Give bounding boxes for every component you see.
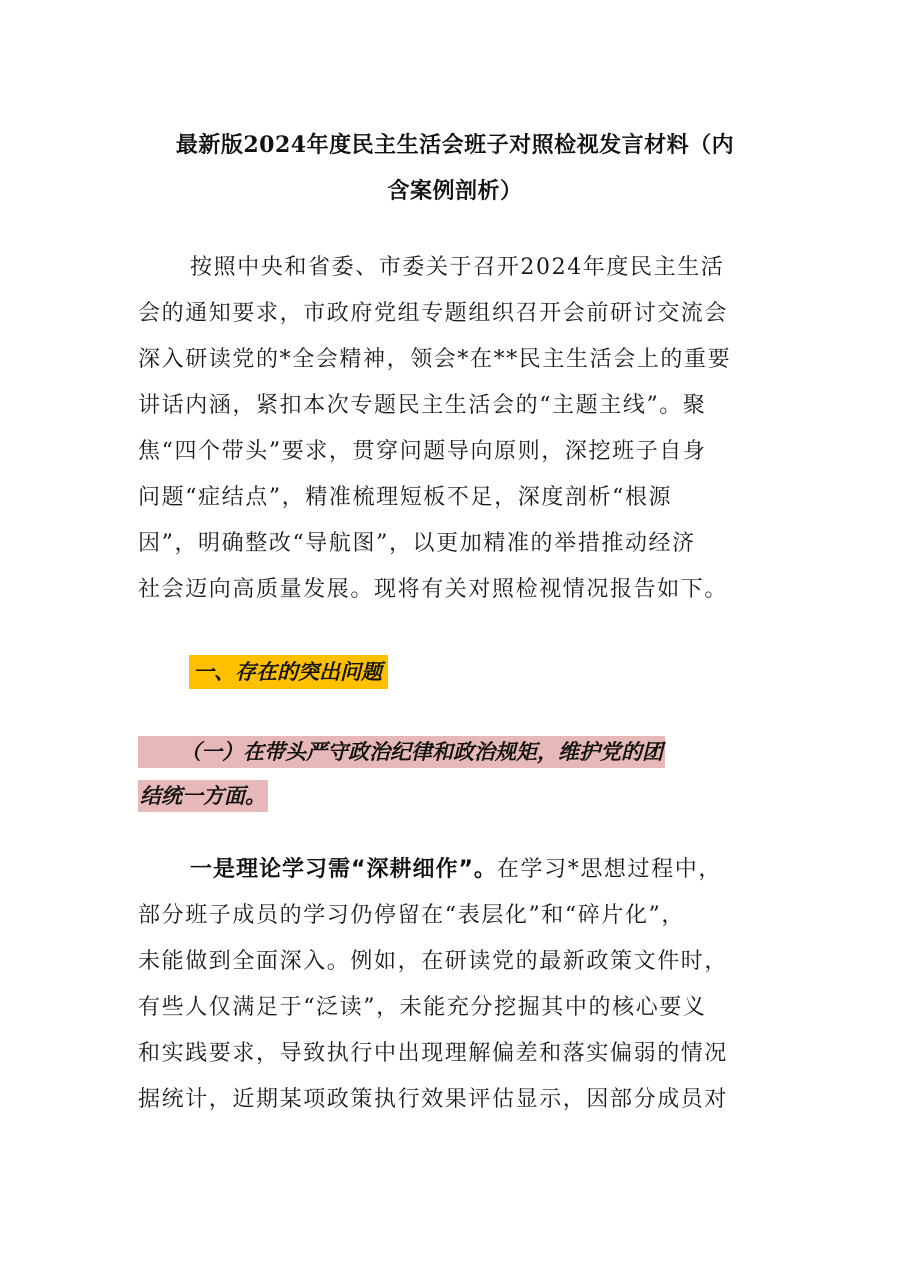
intro-line: 会的通知要求，市政府党组专题组织召开会前研讨交流会 — [138, 301, 729, 326]
paragraph-lead: 一是理论学习需“深耕细作”。 — [190, 857, 497, 882]
intro-line: 讲话内涵，紧扣本次专题民主生活会的“主题主线”。聚 — [138, 393, 707, 418]
body-line: 和实践要求，导致执行中出现理解偏差和落实偏弱的情况 — [138, 1041, 729, 1066]
body-paragraph — [138, 847, 728, 1123]
intro-line: 按照中央和省委、市委关于召开2024年度民主生活 — [190, 255, 725, 280]
subsection-heading-text: 结统一方面。 — [138, 780, 268, 812]
subsection-heading — [138, 730, 665, 818]
intro-line: 焦“四个带头”要求，贯穿问题导向原则，深挖班子自身 — [138, 439, 707, 464]
intro-line: 社会迈向高质量发展。现将有关对照检视情况报告如下。 — [138, 577, 729, 602]
body-line-text: 在学习*思想过程中， — [496, 857, 722, 882]
title-line-1: 最新版2024年度民主生活会班子对照检视发言材料（内 — [175, 132, 735, 158]
body-line: 部分班子成员的学习仍停留在“表层化”和“碎片化”， — [138, 903, 685, 928]
subsection-heading-text: （一）在带头严守政治纪律和政治规矩，维护党的团 — [138, 736, 665, 768]
subsection-heading-line-1 — [138, 730, 665, 774]
body-line-first — [138, 847, 728, 893]
intro-line: 深入研读党的*全会精神，领会*在**民主生活会上的重要 — [138, 347, 732, 372]
body-line: 未能做到全面深入。例如，在研读党的最新政策文件时， — [138, 949, 729, 974]
body-line: 有些人仅满足于“泛读”，未能充分挖掘其中的核心要义 — [138, 995, 707, 1020]
section-heading-1: 一、存在的突出问题 — [189, 655, 388, 689]
intro-line: 因”，明确整改“导航图”，以更加精准的举措推动经济 — [138, 531, 696, 556]
subsection-heading-line-2 — [138, 774, 665, 818]
document-title — [130, 122, 780, 214]
intro-line: 问题“症结点”，精准梳理短板不足，深度剖析“根源 — [138, 485, 673, 510]
title-line-2: 含案例剖析） — [387, 178, 523, 204]
intro-paragraph — [138, 245, 731, 613]
body-line: 据统计，近期某项政策执行效果评估显示，因部分成员对 — [138, 1087, 729, 1112]
